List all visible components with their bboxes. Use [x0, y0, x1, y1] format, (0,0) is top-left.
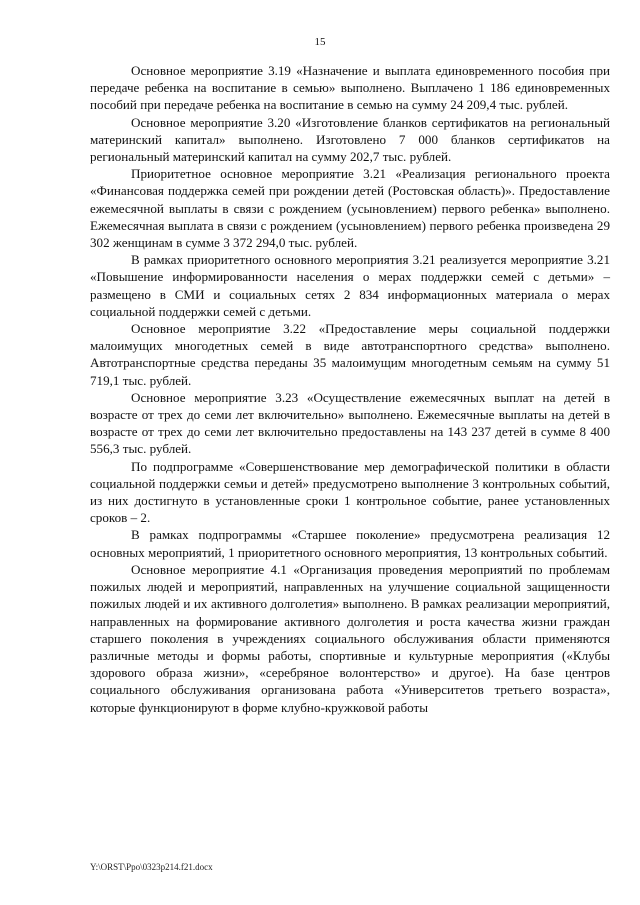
paragraph-subprogram-demography: По подпрограмме «Совершенствование мер демографической политики в области социальной поддержки семьи и детей» предусмотрено выполнение 3 контрольных событий, из них достигнуто в установленные сроки 1 контрольное событие, ранее установленных сроков – 2. [90, 458, 610, 526]
paragraph-4-1: Основное мероприятие 4.1 «Организация проведения мероприятий по проблемам пожилых людей и мероприятий, направленных на улучшение социальной защищенности пожилых людей и их активного долголетия» выполнено. В рамках реализации мероприятий, направленных на формирование активного долголетия и роста качества жизни граждан старшего поколения в учреждениях социального обслуживания области применяются различные методы и формы работы, спортивные и культурные мероприятия («Клубы здорового образа жизни», «серебряное волонтерство» и другое). На базе центров социального обслуживания организована работа «Университетов третьего возраста», которые функционируют в форме клубно-кружковой работы [90, 561, 610, 715]
paragraph-3-21: Приоритетное основное мероприятие 3.21 «Реализация регионального проекта «Финансовая поддержка семей при рождении детей (Ростовская область)». Предоставление ежемесячной выплаты в связи с рождением (усыновлением) первого ребенка» выполнено. Ежемесячная выплата в связи с рождением (усыновлением) первого ребенка произведена 29 302 женщинам в сумме 3 372 294,0 тыс. рублей. [90, 166, 610, 251]
paragraph-3-20: Основное мероприятие 3.20 «Изготовление бланков сертификатов на региональный материнский капитал» выполнено. Изготовлено 7 000 бланков сертификатов на региональный материнский капитал на сумму 202,7 тыс. рублей. [90, 114, 610, 165]
paragraph-3-21-activity: В рамках приоритетного основного мероприятия 3.21 реализуется мероприятие 3.21 «Повышение информированности населения о мерах поддержки семей с детьми» – размещено в СМИ и социальных сетях 2 834 информационных материала о мерах социальной поддержки семей с детьми. [90, 252, 610, 319]
footer-file-path: Y:\ORST\Ppo\0323p214.f21.docx [90, 862, 213, 872]
paragraph-3-19: Основное мероприятие 3.19 «Назначение и выплата единовременного пособия при передаче ребенка на воспитание в семью» выполнено. Выплачено 1 186 единовременных пособий при передаче ребенка на воспитание в семью на сумму 24 209,4 тыс. рублей. [90, 63, 610, 113]
document-body [90, 62, 610, 716]
paragraph-subprogram-elderly: В рамках подпрограммы «Старшее поколение» предусмотрена реализация 12 основных мероприятий, 1 приоритетного основного мероприятия, 13 контрольных событий. [90, 527, 610, 560]
paragraph-3-23: Основное мероприятие 3.23 «Осуществление ежемесячных выплат на детей в возрасте от трех до семи лет включительно» выполнено. Ежемесячные выплаты на детей в возрасте от трех до семи лет включительно предоставлены на 143 237 детей в сумме 8 400 556,3 тыс. рублей. [90, 389, 610, 457]
page-number: 15 [314, 36, 326, 48]
paragraph-3-22: Основное мероприятие 3.22 «Предоставление меры социальной поддержки малоимущих многодетных семей в виде автотранспортного средства» выполнено. Автотранспортные средства переданы 35 малоимущим многодетным семьям на сумму 51 719,1 тыс. рублей. [90, 321, 610, 388]
